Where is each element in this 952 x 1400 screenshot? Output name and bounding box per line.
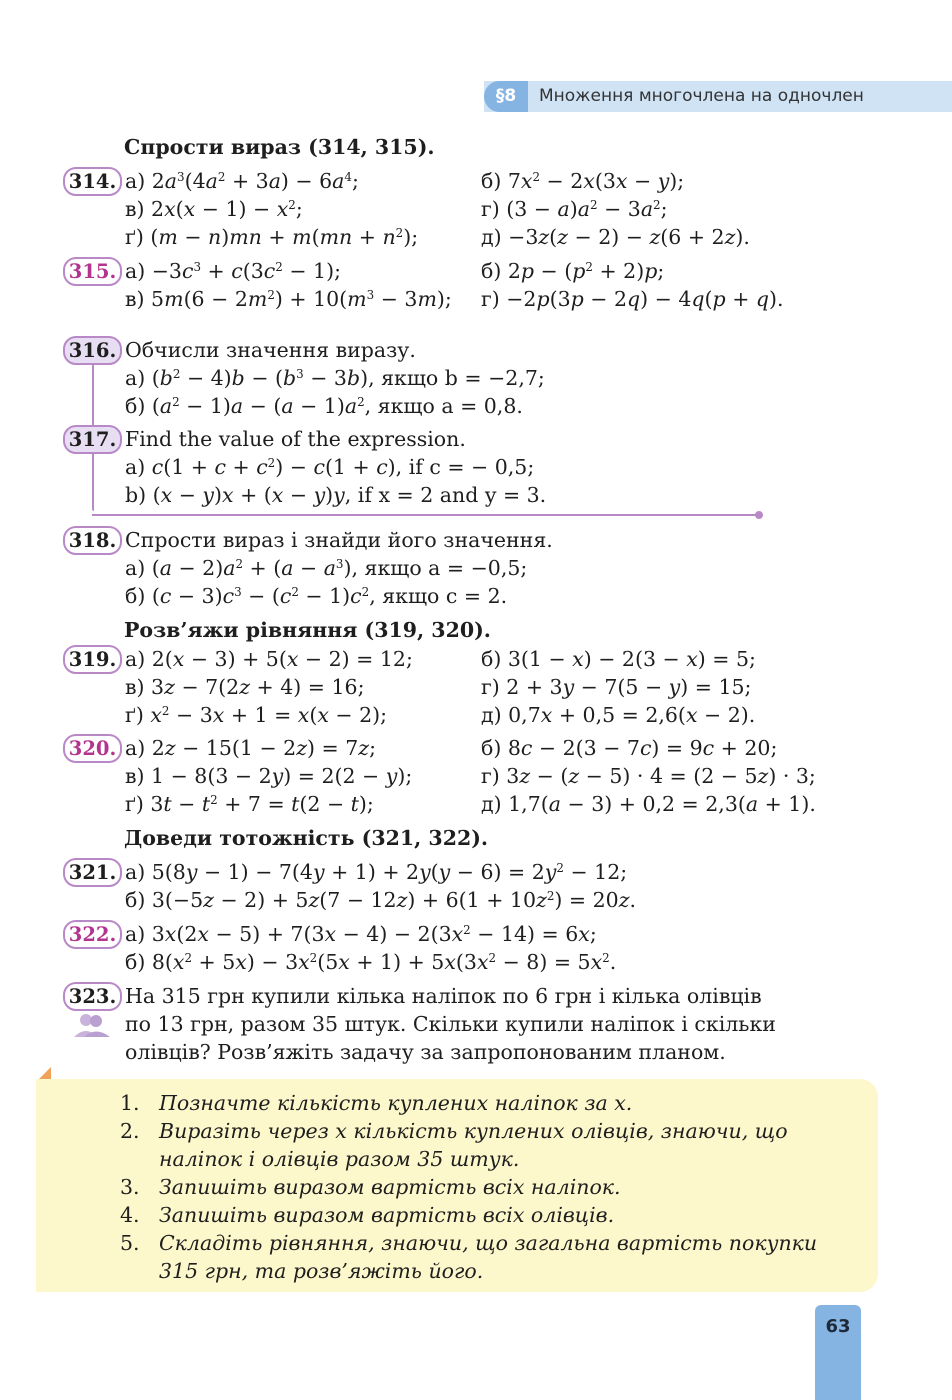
expr-316-b: б) $(a^2 - 1)a - (a - 1)a^2$, якщо a = 0,8.: [125, 394, 523, 418]
instruction-319-320: Розв’яжи рівняння (319, 320).: [124, 618, 491, 642]
problem-number-317: 317.: [63, 425, 122, 454]
plan-step-2-number: 2.: [120, 1119, 140, 1143]
expr-320-b: б) 8c − 2(3 − 7c) = 9c + 20;: [481, 736, 778, 760]
expr-321-b: б) $3(-5z - 2) + 5z(7 - 12z) + 6(1 + 10z^2) = 20z$.: [125, 888, 637, 912]
condition-316-b: , якщо a = 0,8.: [364, 394, 523, 418]
instruction-321-322: Доведи тотожність (321, 322).: [124, 826, 489, 850]
expr-320-v: в) 1 − 8(3 − 2y) = 2(2 − y);: [125, 764, 413, 788]
expr-315-v: в) $5m(6 - 2m^2) + 10(m^3 - 3m)$;: [125, 287, 452, 311]
problem-318-title: Спрости вираз і знайди його значення.: [125, 528, 553, 552]
expr-320-gg: ґ) $3t - t^2 + 7 = t(2 - t)$;: [125, 792, 374, 816]
plan-step-4-number: 4.: [120, 1203, 140, 1227]
problem-number-321: 321.: [63, 858, 122, 887]
group-bracket-horizontal: [92, 514, 758, 516]
expr-319-d: д) 0,7x + 0,5 = 2,6(x − 2).: [481, 703, 756, 727]
problem-number-315: 315.: [63, 257, 122, 286]
plan-step-3-number: 3.: [120, 1175, 140, 1199]
expr-314-v: в) $2x(x - 1) - x^2$;: [125, 197, 303, 221]
problem-number-316: 316.: [63, 336, 122, 365]
page-number: 63: [825, 1316, 851, 1337]
problem-323-line-1: На 315 грн купили кілька наліпок по 6 грн і кілька олівців: [125, 984, 762, 1008]
expr-318-b: б) $(c - 3)c^3 - (c^2 - 1)c^2$, якщо c = 2.: [125, 584, 508, 608]
plan-step-1-number: 1.: [120, 1091, 140, 1115]
problem-323-line-3: олівців? Розв’яжіть задачу за запропонованим планом.: [125, 1040, 726, 1064]
section-badge: §8: [484, 81, 528, 112]
expr-321-a: а) $5(8y - 1) - 7(4y + 1) + 2y(y - 6) = 2y^2 - 12$;: [125, 860, 628, 884]
expr-320-g: г) 3z − (z − 5) · 4 = (2 − 5z) · 3;: [481, 764, 816, 788]
problem-317-title: Find the value of the expression.: [125, 427, 466, 451]
instruction-314-315: Спрости вираз (314, 315).: [124, 135, 435, 159]
problem-number-319: 319.: [63, 645, 122, 674]
plan-step-2-line-2: наліпок і олівців разом 35 штук.: [159, 1147, 520, 1171]
expr-314-gg: ґ) $(m - n)mn + m(mn + n^2)$;: [125, 225, 419, 249]
plan-step-5-line-1: Складіть рівняння, знаючи, що загальна вартість покупки: [159, 1231, 818, 1255]
problem-number-318: 318.: [63, 526, 122, 555]
expr-316-a: а) $(b^2 - 4)b - (b^3 - 3b)$, якщо b = −2,7;: [125, 366, 545, 390]
condition-318-b: , якщо c = 2.: [369, 584, 508, 608]
expr-314-g: г) $(3 - a)a^2 - 3a^2$;: [481, 197, 668, 221]
people-icon: [72, 1012, 112, 1038]
expr-320-d: д) 1,7(a − 3) + 0,2 = 2,3(a + 1).: [481, 792, 816, 816]
condition-317-b: , if x = 2 and y = 3.: [344, 483, 547, 507]
plan-step-5-number: 5.: [120, 1231, 140, 1255]
expr-319-b: б) 3(1 − x) − 2(3 − x) = 5;: [481, 647, 756, 671]
expr-318-a: а) $(a - 2)a^2 + (a - a^3)$, якщо a = −0,5;: [125, 556, 528, 580]
plan-step-3-line-1: Запишіть виразом вартість всіх наліпок.: [159, 1175, 621, 1199]
condition-316-a: , якщо b = −2,7;: [368, 366, 545, 390]
expr-319-a: а) 2(x − 3) + 5(x − 2) = 12;: [125, 647, 413, 671]
plan-step-2-line-1: Виразіть через x кількість куплених олівців, знаючи, що: [159, 1119, 788, 1143]
plan-step-1-line-1: Позначте кількість куплених наліпок за x.: [159, 1091, 633, 1115]
expr-314-a: а) $2a^3(4a^2 + 3a) - 6a^4$;: [125, 169, 359, 193]
problem-number-320: 320.: [63, 734, 122, 763]
plan-step-5-line-2: 315 грн, та розв’яжіть його.: [159, 1259, 484, 1283]
expr-317-b: b) (x − y)x + (x − y)y, if x = 2 and y = 3.: [125, 483, 547, 507]
expr-319-v: в) 3z − 7(2z + 4) = 16;: [125, 675, 365, 699]
expr-315-g: г) −2p(3p − 2q) − 4q(p + q).: [481, 287, 784, 311]
expr-322-a: а) $3x(2x - 5) + 7(3x - 4) - 2(3x^2 - 14) = 6x$;: [125, 922, 597, 946]
section-title: Множення многочлена на одночлен: [539, 86, 864, 106]
expr-315-a: $а) -3c^3 + c(3c^2 - 1)$;: [125, 259, 341, 283]
problem-316-title: Обчисли значення виразу.: [125, 338, 416, 362]
condition-318-a: , якщо a = −0,5;: [351, 556, 528, 580]
expr-317-a: a) $c(1 + c + c^2) - c(1 + c)$, if c = − 0,5;: [125, 455, 535, 479]
expr-322-b: б) $8(x^2 + 5x) - 3x^2(5x + 1) + 5x(3x^2 - 8) = 5x^2$.: [125, 950, 617, 974]
problem-number-314: 314.: [63, 167, 122, 196]
problem-number-322: 322.: [63, 920, 122, 949]
expr-314-b: б) $7x^2 - 2x(3x - y)$;: [481, 169, 685, 193]
problem-number-323: 323.: [63, 982, 122, 1011]
group-bracket-dot: [755, 511, 763, 519]
expr-319-gg: ґ) $x^2 - 3x + 1 = x(x - 2)$;: [125, 703, 388, 727]
problem-323-line-2: по 13 грн, разом 35 штук. Скільки купили наліпок і скільки: [125, 1012, 776, 1036]
condition-317-a: , if c = − 0,5;: [395, 455, 535, 479]
expr-314-d: д) −3z(z − 2) − z(6 + 2z).: [481, 225, 750, 249]
expr-320-a: а) 2z − 15(1 − 2z) = 7z;: [125, 736, 376, 760]
plan-step-4-line-1: Запишіть виразом вартість всіх олівців.: [159, 1203, 615, 1227]
expr-319-g: г) 2 + 3y − 7(5 − y) = 15;: [481, 675, 752, 699]
expr-315-b: б) $2p - (p^2 + 2)p$;: [481, 259, 665, 283]
